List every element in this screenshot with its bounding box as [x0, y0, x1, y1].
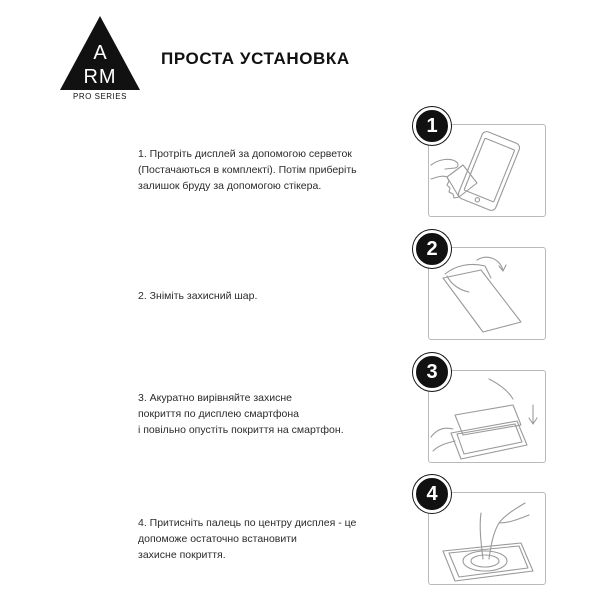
step-4-line: допоможе остаточно встановити — [138, 533, 297, 545]
step-3-line: 3. Акуратно вирівняйте захисне — [138, 392, 292, 404]
step-3-badge: 3 — [413, 353, 451, 391]
step-4-text — [138, 515, 356, 563]
step-3-text — [138, 390, 344, 438]
step-1-line: (Постачаються в комплекті). Потім приберіть — [138, 164, 357, 176]
arm-logo — [58, 14, 142, 100]
step-4-badge: 4 — [413, 475, 451, 513]
step-2-text — [138, 288, 257, 304]
step-4-line: 4. Притисніть палець по центру дисплея - це — [138, 517, 357, 529]
page-title: ПРОСТА УСТАНОВКА — [161, 49, 350, 68]
step-3-line: покриття по дисплею смартфона — [138, 408, 300, 420]
logo-letter-a: A — [93, 42, 107, 64]
step-2-line: 2. Зніміть захисний шар. — [138, 290, 258, 302]
step-1-line: залишок бруду за допомогою стікера. — [138, 180, 322, 192]
step-1-text — [138, 146, 357, 194]
step-3-line: і повільно опустіть покриття на смартфон. — [138, 424, 344, 436]
logo-letters-rm: RM — [83, 66, 117, 88]
logo-subtitle: PRO SERIES — [73, 92, 127, 100]
step-1-line: 1. Протріть дисплей за допомогою серветок — [138, 148, 352, 160]
step-1-badge: 1 — [413, 107, 451, 145]
step-4-line: захисне покриття. — [138, 549, 226, 561]
step-2-badge: 2 — [413, 230, 451, 268]
